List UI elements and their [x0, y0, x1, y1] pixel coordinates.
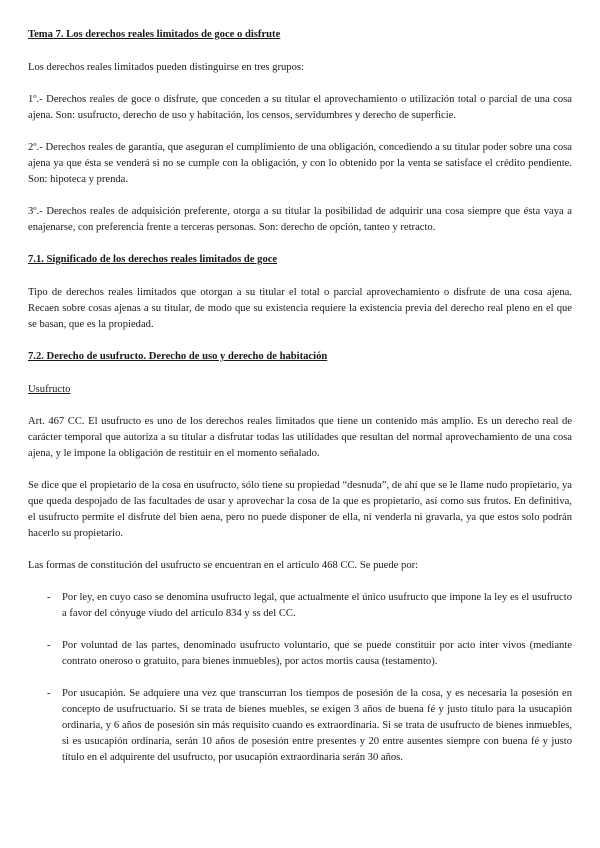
- document-title: Tema 7. Los derechos reales limitados de goce o disfrute: [28, 29, 281, 40]
- list-item-text: Por voluntad de las partes, denominado usufructo voluntario, que se puede constituir por acto inter vivos (mediante contrato oneroso o gratuito, para bienes inmuebles), por actos mortis causa (testamento).: [62, 640, 572, 667]
- intro-paragraph: Los derechos reales limitados pueden distinguirse en tres grupos:: [28, 62, 304, 73]
- group-3-paragraph: 3º.- Derechos reales de adquisición preferente, otorga a su titular la posibilidad de adquirir una cosa siempre que ésta vaya a enajenarse, con preferencia frente a terceras personas. Son: derecho de opción, tanteo y retracto.: [28, 206, 572, 233]
- list-item-text: Por usucapión. Se adquiere una vez que transcurran los tiempos de posesión de la cosa, y es necesaria la posesión en concepto de usufructuario. Si se trata de bienes muebles, se exigen 3 años de buena fé y justo título para la usucapión ordinaria, y 6 años de posesión sin más requisito cuando es extraordinaria. Si se trata de usufructo de bienes inmuebles, si es usucapión ordinaria, serán 10 años de posesión entre presentes y 20 entre ausentes siempre con buena fé y justo título en el adquirente del usufructo, por usucapión extraordinaria serán 30 años.: [62, 688, 572, 763]
- group-2-paragraph: 2º.- Derechos reales de garantía, que aseguran el cumplimiento de una obligación, concediendo a su titular poder sobre una cosa ajena ya que ésta se venderá si no se cumple con la obligación, y con lo obtenido por la venta se satisface el crédito pendiente. Son: hipoteca y prenda.: [28, 142, 572, 185]
- usufructo-subheading: Usufructo: [28, 384, 71, 395]
- dash-bullet: -: [47, 688, 51, 699]
- constitution-list: [28, 590, 572, 766]
- dash-bullet: -: [47, 640, 51, 651]
- section-2-heading: 7.2. Derecho de usufructo. Derecho de uso y derecho de habitación: [28, 351, 328, 362]
- usufructo-paragraph-1: Art. 467 CC. El usufructo es uno de los derechos reales limitados que tiene un contenido más amplio. Es un derecho real de carácter temporal que autoriza a su titular a disfrutar todas las utilidades que resultan del normal aprovechamiento de una cosa ajena, y le impone la obligación de restituir en el momento señalado.: [28, 416, 572, 459]
- usufructo-paragraph-2: Se dice que el propietario de la cosa en usufructo, sólo tiene su propiedad “desnuda”, de ahí que se le llame nudo propietario, ya que queda despojado de las facultades de usar y aprovechar la cosa de la que es propietario, así como sus frutos. En definitiva, el usufructo permite el disfrute del bien aena, pero no puede disponer de ella, ni venderla ni gravarla, ya que estos solo podrán hacerlo su propietario.: [28, 480, 572, 539]
- dash-bullet: -: [47, 592, 51, 603]
- list-item: [28, 686, 572, 766]
- usufructo-paragraph-3: Las formas de constitución del usufructo se encuentran en el artículo 468 CC. Se puede por:: [28, 560, 419, 571]
- group-1-paragraph: 1º.- Derechos reales de goce o disfrute, que conceden a su titular el aprovechamiento o utilización total o parcial de una cosa ajena. Son: usufructo, derecho de uso y habitación, los censos, servidumbres y derecho de superficie.: [28, 94, 572, 121]
- list-item-text: Por ley, en cuyo caso se denomina usufructo legal, que actualmente el único usufructo que impone la ley es el usufructo a favor del cónyuge viudo del artículo 834 y ss del CC.: [62, 592, 572, 619]
- section-1-paragraph: Tipo de derechos reales limitados que otorgan a su titular el total o parcial aprovechamiento o disfrute de una cosa ajena. Recaen sobre cosas ajenas a su titular, de modo que su existencia requiere la existencia previa del derecho real pleno en el que se basan, que es la propiedad.: [28, 287, 572, 330]
- section-1-heading: 7.1. Significado de los derechos reales limitados de goce: [28, 254, 278, 265]
- list-item: [28, 590, 572, 622]
- list-item: [28, 638, 572, 670]
